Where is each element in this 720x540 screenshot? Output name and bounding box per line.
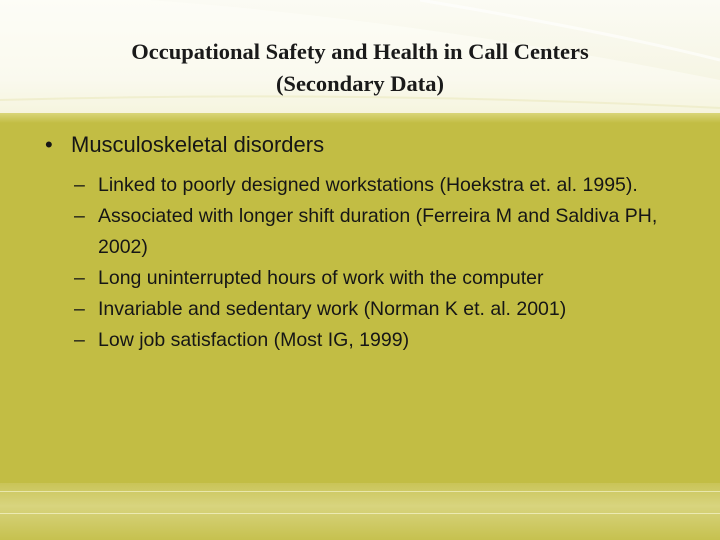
sub-bullet-text: Associated with longer shift duration (Ferreira M and Saldiva PH, 2002) [98,205,658,258]
sub-bullet-text: Low job satisfaction (Most IG, 1999) [98,329,410,351]
sub-bullet-item [74,201,694,263]
sub-bullet-text: Long uninterrupted hours of work with the computer [98,267,544,289]
bullet-dot-icon: • [45,132,53,157]
header-divider [0,113,720,123]
sub-bullet-text: Invariable and sedentary work (Norman K et. al. 2001) [98,298,567,320]
dash-icon: – [74,267,85,289]
footer-decoration [0,483,720,540]
main-bullet-text: Musculoskeletal disorders [71,132,325,157]
sub-bullet-item [74,170,694,201]
sub-bullet-item [74,325,694,356]
title-line-1: Occupational Safety and Health in Call Centers [131,39,589,64]
title-header [0,0,720,113]
footer-line [0,491,720,492]
sub-bullet-item [74,263,694,294]
content-area [0,123,720,483]
sub-bullet-item [74,294,694,325]
dash-icon: – [74,174,85,196]
page-title [0,36,720,100]
dash-icon: – [74,298,85,320]
footer-line [0,513,720,514]
sub-bullet-list [74,170,694,356]
dash-icon: – [74,329,85,351]
dash-icon: – [74,205,85,227]
sub-bullet-text: Linked to poorly designed workstations (Hoekstra et. al. 1995). [98,174,638,196]
title-line-2: (Secondary Data) [275,71,445,96]
